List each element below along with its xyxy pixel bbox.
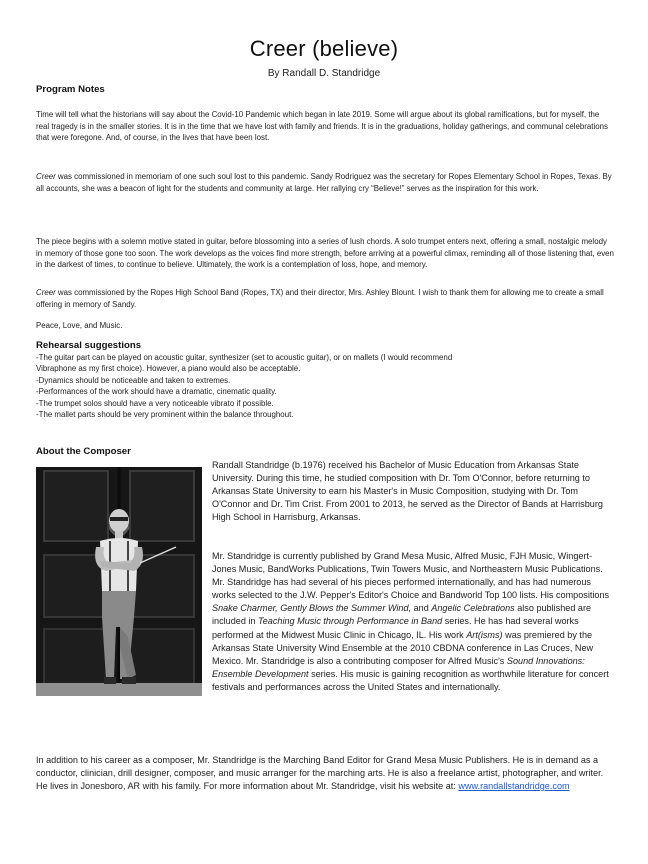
program-notes-paragraph-3: The piece begins with a solemn motive stated in guitar, before blossoming into a series of lush chords. A solo trumpet enters next, offering a small, nostalgic melody in memory of those gone too soon. The work develops as the voices find more strength, before arriving at a powerful climax, reminding all of those listening that, even in the darkest of times, to continue to believe. Ultimately, the work is a contemplation of loss, hope, and memory.	[36, 237, 614, 270]
program-notes-paragraph-4: Creer was commissioned by the Ropes High School Band (Ropes, TX) and their director, Mrs. Ashley Blount. I wish to thank them for allowing me to create a small offering in memory of Sandy.	[36, 288, 604, 309]
list-item: -Performances of the work should have a dramatic, cinematic quality.	[36, 387, 277, 397]
composer-footer-paragraph: In addition to his career as a composer, Mr. Standridge is the Marching Band Editor for Grand Mesa Music Publishers. He is in demand as a conductor, clinician, drill designer, composer, and music arranger for the marching arts. He is also a freelance artist, photographer, and writer. He lives in Jonesboro, AR with his family. For more information about Mr. Standridge, visit his website at: www.randallstandridge.com	[36, 755, 604, 792]
about-composer-heading: About the Composer	[36, 446, 131, 457]
list-item: -The mallet parts should be very prominent within the balance throughout.	[36, 410, 294, 420]
program-notes-paragraph-2: Creer was commissioned in memoriam of one such soul lost to this pandemic. Sandy Rodriguez was the secretary for Ropes Elementary School in Ropes, Texas. By all accounts, she was a beacon of light for the students and community at large. Her rallying cry “Believe!” serves as the inspiration for this work.	[36, 172, 612, 193]
program-notes-paragraph-1: Time will tell what the historians will say about the Covid-10 Pandemic which began in late 2019. Some will argue about its global ramifications, but for myself, the real tragedy is in the smaller stories. It is in the time that we have lost with family and friends. It is in the graduations, holiday gatherings, and communal celebrations that were foregone. And, of course, in the lives that have been lost.	[36, 110, 608, 143]
program-notes-signoff: Peace, Love, and Music.	[36, 321, 123, 330]
work-title: Creer	[36, 172, 56, 181]
composer-byline: By Randall D. Standridge	[267, 68, 381, 79]
composer-portrait-image	[36, 467, 202, 696]
program-notes-heading: Program Notes	[36, 84, 105, 95]
page-title: Creer (believe)	[249, 36, 399, 61]
composer-photo	[36, 467, 202, 696]
list-item: -The trumpet solos should have a very noticeable vibrato if possible.	[36, 398, 274, 408]
work-title: Creer	[36, 288, 56, 297]
list-item: -Dynamics should be noticeable and taken to extremes.	[36, 375, 231, 385]
rehearsal-list	[36, 352, 616, 420]
website-link[interactable]: www.randallstandridge.com	[458, 781, 570, 792]
list-item: Vibraphone as my first choice). However, a piano would also be acceptable.	[36, 364, 301, 374]
composer-bio-paragraph-2: Mr. Standridge is currently published by Grand Mesa Music, Alfred Music, FJH Music, Wingert-Jones Music, BandWorks Publications, Twin Towers Music, and Northeastern Music Publications. Mr. Standridge has had several of his pieces performed internationally, and has had numerous works selected to the J.W. Pepper's Editor's Choice and Bandworld Top 100 lists. His compositions Snake Charmer, Gently Blows the Summer Wind, and Angelic Celebrations also published are included in Teaching Music through Performance in Band series. He has had several works performed at the Midwest Music Clinic in Chicago, IL. His work Art(isms) was premiered by the Arkansas State University Wind Ensemble at the 2010 CBDNA conference in Las Cruces, New Mexico. Mr. Standridge is also a contributing composer for Alfred Music's Sound Innovations: Ensemble Development series. His music is gaining recognition as worthwhile literature for concert festivals and performances across the United States and internationally.	[212, 551, 610, 692]
composer-bio-paragraph-1: Randall Standridge (b.1976) received his Bachelor of Music Education from Arkansas State University. During this time, he studied composition with Dr. Tom O'Connor, before returning to Arkansas State University to earn his Master's in Music Composition, studying with Dr. Tom O'Connor and Dr. Tim Crist. From 2001 to 2013, he served as the Director of Bands at Harrisburg High School in Harrisburg, Arkansas.	[212, 460, 603, 523]
rehearsal-heading: Rehearsal suggestions	[36, 340, 142, 351]
list-item: -The guitar part can be played on acoustic guitar, synthesizer (set to acoustic guitar), or on mallets (I would recommend	[36, 353, 453, 362]
